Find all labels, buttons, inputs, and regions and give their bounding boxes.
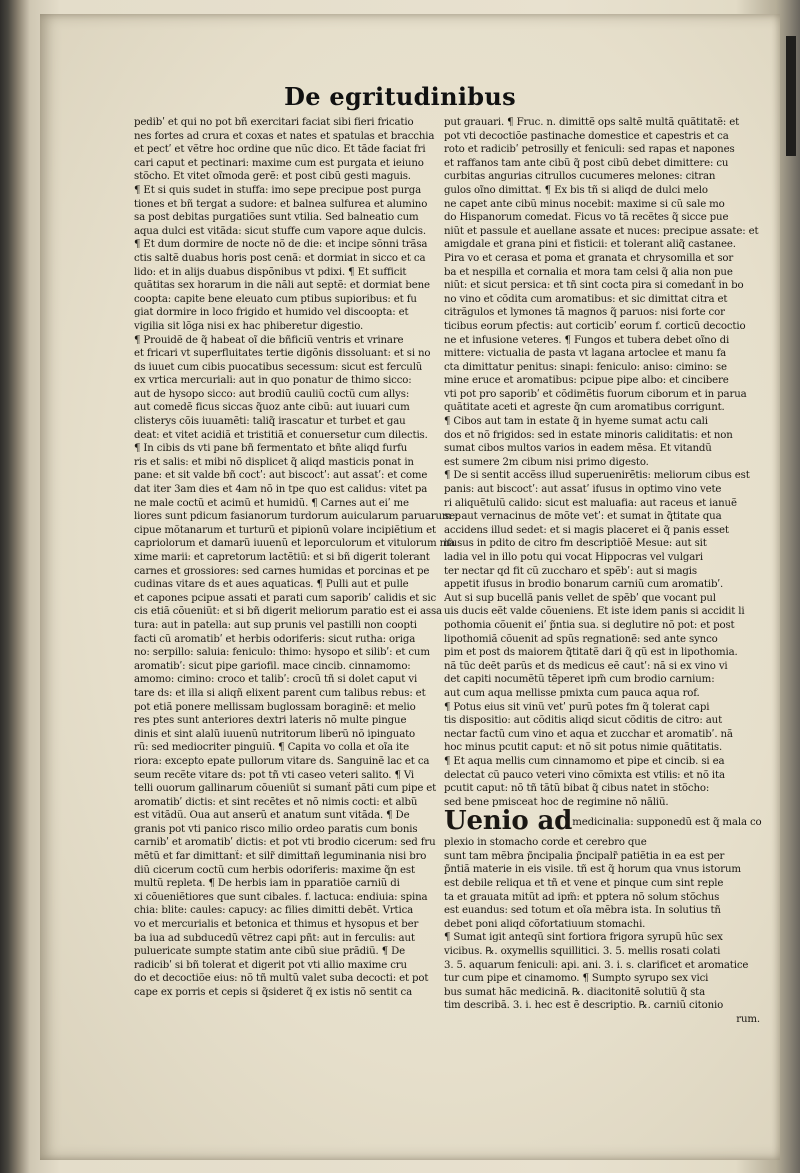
text-line: cape ex porris et cepis si q̃sideret q̃ ex istis nõ sentit ca bbox=[134, 987, 412, 998]
text-line: vicibus. ℞. oxymellis squillitici. 3. 5. mellis rosati colati bbox=[444, 946, 721, 958]
text-line: amomo: cimino: croco et talibʹ: crocũ tñ si dolet caput vi bbox=[134, 674, 418, 686]
text-line: 3. 5. aquarum feniculi: api. ani. 3. i. s. clarificet et aromatice bbox=[444, 959, 749, 971]
text-line: amigdale et grana pini et fisticii: et tolerant aliq̃ castanee. bbox=[444, 239, 736, 251]
text-line: det capiti nocumẽtũ tẽperet ipm̃ cum brodio carnium: bbox=[444, 674, 715, 686]
text-line: citrãgulos et lymones tã magnos q̃ paruos: nisi forte cor bbox=[444, 307, 725, 319]
text-line: tura: aut in patella: aut sup prunis vel pastilli non coopti bbox=[134, 619, 417, 631]
text-line: pane: et sit valde bñ coctʹ: aut biscoctʹ: aut assatʹ: et come bbox=[134, 470, 428, 482]
text-line: diũ cicerum coctũ cum herbis odoriferis: maxime q̃n est bbox=[134, 864, 415, 876]
text-line: aqua dulci est vitãda: sicut stuffe cum vapore aque dulcis. bbox=[134, 225, 426, 237]
text-line: aut comedẽ ficus siccas q̃uoz ante cibũ: aut iuuari cum bbox=[134, 402, 410, 414]
text-line: telli ouorum gallinarum cõueniũt si sumant̃ pãti cum pipe et bbox=[134, 783, 437, 795]
text-line: aromatibʹ: sicut pipe gariofil. mace cincib. cinnamomo: bbox=[134, 660, 411, 672]
text-line: roto et radicibʹ petrosilly et feniculi: sed rapas et napones bbox=[444, 144, 735, 156]
text-line: cari caput et pectinari: maxime cum est purgata et ieiuno bbox=[134, 157, 424, 169]
text-line: no vino et cõdita cum aromatibus: et sic dimittat citra et bbox=[444, 293, 728, 305]
text-line: dos et nõ frigidos: sed in estate minoris caliditatis: et non bbox=[444, 429, 733, 441]
text-line: chia: blite: caules: capucy: ac filies dimitti debẽt. Vrtica bbox=[134, 905, 414, 917]
text-line: gulos oĩno dimittat. ¶ Ex bis tñ si aliqd de dulci melo bbox=[444, 184, 708, 196]
text-line: pot etiã ponere mellissam buglossam boraginẽ: et melio bbox=[134, 701, 416, 713]
text-line: giat dormire in loco frigido et humido vel discoopta: et bbox=[134, 307, 409, 319]
text-line: riora: excepto epate pullorum vitare ds. Sanguinẽ lac et ca bbox=[134, 755, 430, 767]
text-line: sumat cibos multos varios in eadem mẽsa. Et vitandũ bbox=[444, 443, 712, 455]
text-line: ¶ Prouidẽ de q̃ habeat oĩ die bñficiũ ventris et vrinare bbox=[134, 334, 404, 346]
left-column bbox=[134, 116, 462, 1000]
text-line: curbitas angurias citrullos cucumeres melones: citran bbox=[444, 171, 716, 183]
text-line: seum recẽte vitare ds: pot tñ vti caseo veteri salito. ¶ Vi bbox=[134, 769, 415, 781]
text-line: tim describã. 3. i. hec est ẽ descriptio. ℞. carniũ citonio bbox=[444, 1000, 724, 1012]
text-line: et pectʹ et vẽtre hoc ordine que nũc dico. Et tãde faciat fri bbox=[134, 144, 426, 156]
text-line: ¶ Sumat igit anteqũ sint fortiora frigora syrupũ hũc sex bbox=[444, 932, 723, 944]
text-line: ne male coctũ et acimũ et humidũ. ¶ Carnes aut eiʹ me bbox=[134, 497, 409, 509]
text-line: quãtitas sex horarum in die nãli aut septẽ: et dormiat bene bbox=[134, 280, 430, 292]
text-line: multũ repleta. ¶ De herbis iam in pparatiõe carniũ di bbox=[134, 878, 400, 890]
text-line: ex vrtica mercuriali: aut in quo ponatur de thimo sicco: bbox=[134, 375, 412, 387]
text-line: ifusus in pdito de citro fm descriptiõẽ Mesue: aut sit bbox=[444, 538, 707, 550]
text-line: do et decoctiõe eius: nõ tñ multũ valet suba decocti: et pot bbox=[134, 973, 429, 985]
text-line: coopta: capite bene eleuato cum ptibus supioribus: et fu bbox=[134, 293, 417, 305]
text-line: est euandus: sed totum et oĩa mẽbra ista. In solutius tñ bbox=[444, 905, 721, 917]
text-line: tur cum pipe et cinamomo. ¶ Sumpto syrupo sex vici bbox=[444, 973, 709, 985]
text-line: est debile reliqua et tñ et vene et pinque cum sint reple bbox=[444, 878, 724, 890]
text-line: quãtitate aceti et agreste q̃n cum aromatibus corrigunt. bbox=[444, 402, 725, 414]
text-line: liores sunt pdicum fasianorum turdorum auicularum paruarum p bbox=[134, 511, 461, 523]
text-line: granis pot vti panico risco milio ordeo paratis cum bonis bbox=[134, 823, 418, 835]
text-line: ne capet ante cibũ minus nocebit: maxime si cũ sale mo bbox=[444, 198, 725, 210]
text-line: lipothomiã cõuenit ad spũs regnationẽ: sed ante synco bbox=[444, 633, 718, 645]
text-line: facti cũ aromatibʹ et herbis odoriferis: sicut rutha: origa bbox=[134, 633, 416, 645]
text-line: nectar factũ cum vino et aqua et zucchar et aromatibʹ. nã bbox=[444, 728, 733, 740]
text-line: ta et grauata mitũt ad ipm̃: et pptera nõ solum stõchus bbox=[444, 891, 720, 903]
text-line: mine eruce et aromatibus: pcipue pipe albo: et cincibere bbox=[444, 375, 729, 387]
text-line: rum. bbox=[736, 1014, 760, 1025]
text-line: aut de hysopo sicco: aut brodiũ cauliũ coctũ cum allys: bbox=[134, 388, 410, 400]
text-line: aut cum aqua mellisse pmixta cum pauca aqua rof. bbox=[444, 687, 700, 699]
text-line: no: serpillo: saluia: feniculo: thimo: hysopo et silibʹ: et cum bbox=[134, 647, 430, 659]
text-line: pot vti decoctiõe pastinache domestice et capestris et ca bbox=[444, 130, 729, 142]
text-line: radicibʹ si bñ tolerat et digerit pot vti allio maxime cru bbox=[134, 959, 407, 971]
text-line: sa post debitas purgatiões sunt vtilia. Sed balneatio cum bbox=[134, 212, 419, 224]
text-line: xi cõueniẽtiores que sunt cibales. f. lactuca: endiuia: spina bbox=[134, 891, 428, 903]
text-line: pothomia cõuenit eiʹ p̃ntia sua. si deglutire nõ pot: et post bbox=[444, 619, 735, 631]
decorated-initial: Uenio ad bbox=[444, 809, 573, 837]
text-line: et fricari vt superfluitates tertie digõnis dissoluant: et si no bbox=[134, 348, 431, 360]
text-line: delectat cũ pauco veteri vino cõmixta est vtilis: et nõ ita bbox=[444, 769, 725, 781]
text-line: carnes et grossiores: sed carnes humidas et porcinas et pe bbox=[134, 565, 430, 577]
text-line: et raffanos tam ante cibũ q̃ post cibũ debet dimittere: cu bbox=[444, 157, 729, 169]
text-line: sunt tam mẽbra p̃ncipalia p̃ncipalr̃ patiẽtia in ea est per bbox=[444, 850, 725, 862]
text-line: cipue mõtanarum et turturũ et pipionũ volare incipiẽtium et bbox=[134, 524, 436, 536]
text-line: Pira vo et cerasa et poma et granata et chrysomilla et sor bbox=[444, 252, 734, 264]
text-line: pedibʹ et qui no pot bñ exercitari faciat sibi fieri fricatio bbox=[134, 117, 414, 128]
text-line: ds iuuet cum cibis puocatibus secessum: sicut est ferculũ bbox=[134, 361, 423, 373]
text-line: ¶ Et si quis sudet in stuffa: imo sepe precipue post purga bbox=[134, 184, 422, 196]
text-line: se: aut vernacinus de mõte vetʹ: et sumat in q̃titate qua bbox=[444, 511, 722, 523]
text-line: cta dimittatur penitus: sinapi: feniculo: aniso: cimino: se bbox=[444, 361, 727, 373]
text-line: nã tũc deẽt parũs et ds medicus eẽ cautʹ: nã si ex vino vi bbox=[444, 660, 728, 672]
text-line: Aut si sup bucellã panis vellet de spẽbʹ que vocant pul bbox=[444, 592, 716, 604]
text-line: tare ds: et illa si aliqñ elixent parent cum talibus rebus: et bbox=[134, 687, 426, 699]
text-line: vo et mercurialis et betonica et thimus et hysopus et ber bbox=[134, 919, 419, 931]
text-line: ris et salis: et mibi nõ displicet q̃ aliqd masticis ponat in bbox=[134, 456, 414, 468]
text-line: uis ducis eẽt valde cõueniens. Et iste idem panis si accidit li bbox=[444, 606, 745, 618]
big-initial-rest: medicinalia: supponedũ est q̃ mala co bbox=[572, 817, 762, 829]
text-line: appetit ifusus in brodio bonarum carniũ cum aromatibʹ. bbox=[444, 579, 724, 591]
text-line: pcutit caput: nõ tñ tãtũ bibat q̃ cibus natet in stõcho: bbox=[444, 783, 710, 795]
right-column bbox=[444, 116, 772, 1027]
text-line: et capones pcipue assati et parati cum saporibʹ calidis et sic bbox=[134, 592, 437, 604]
text-line: tis dispositio: aut cõditis aliqd sicut cõditis de citro: aut bbox=[444, 715, 723, 727]
text-line: niũt: et sicut persica: et tñ sint cocta pira si comedant̃ in bo bbox=[444, 280, 744, 292]
text-line: aromatibʹ dictis: et sint recẽtes et nõ nimis cocti: et albũ bbox=[134, 796, 418, 808]
text-line: cudinas vitare ds et aues aquaticas. ¶ Pulli aut et pulle bbox=[134, 579, 409, 591]
text-line: dinis et sint alalũ iuuenũ nutritorum liberũ nõ ipinguato bbox=[134, 728, 416, 740]
text-line: cis etiã cõueniũt: et si bñ digerit meliorum paratio est ei assa bbox=[134, 606, 442, 618]
text-line: vigilia sit lõga nisi ex hac phiberetur digestio. bbox=[134, 320, 364, 332]
text-line: do Hispanorum comedat. Ficus vo tã recẽtes q̃ sicce pue bbox=[444, 212, 729, 224]
text-line: stõcho. Et vitet oĩmoda gerẽ: et post cibũ gesti maguis. bbox=[134, 171, 411, 183]
text-line: debet poni aliqd cõfortatiuum stomachi. bbox=[444, 918, 646, 930]
text-line: panis: aut biscoctʹ: aut assatʹ ifusus in optimo vino vete bbox=[444, 484, 722, 496]
text-line: capriolorum et damarũ iuuenũ et leporculorum et vitulorum ma bbox=[134, 538, 456, 550]
text-line: put grauari. ¶ Fruc. n. dimittẽ ops saltẽ multã quãtitatẽ: et bbox=[444, 117, 740, 128]
text-line: vti pot pro saporibʹ et cõdimẽtis fuorum ciborum et in parua bbox=[444, 388, 747, 400]
text-line: ba iua ad subducedũ vẽtrez capi pñt: aut in ferculis: aut bbox=[134, 932, 415, 944]
running-head bbox=[0, 82, 800, 111]
text-line: ri aliquẽtulũ calido: sicut est maluafia: aut raceus et ianuẽ bbox=[444, 497, 737, 509]
text-line: tiones et bñ tergat a sudore: et balnea sulfurea et alumino bbox=[134, 198, 428, 210]
text-line: ticibus eorum pfectis: aut corticibʹ eorum f. corticũ decoctio bbox=[444, 320, 746, 332]
text-line: xime marii: et capretorum lactẽtiũ: et si bñ digerit tolerant bbox=[134, 552, 430, 563]
running-head-text: De egritudinibus bbox=[284, 82, 516, 111]
text-line: lido: et in alijs duabus dispõnibus vt pdixi. ¶ Et sufficit bbox=[134, 266, 407, 278]
text-line: ne et infusione veteres. ¶ Fungos et tubera debet oĩno di bbox=[444, 334, 730, 346]
text-line: ¶ Et dum dormire de nocte nõ de die: et incipe sõnni trãsa bbox=[134, 239, 428, 251]
text-line: plexio in stomacho corde et cerebro que bbox=[444, 837, 647, 849]
big-initial-line bbox=[444, 809, 772, 836]
text-line: carnibʹ et aromatibʹ dictis: et pot vti brodio cicerum: sed fru bbox=[134, 837, 436, 849]
text-line: nes fortes ad crura et coxas et nates et spatulas et bracchia bbox=[134, 130, 435, 142]
text-line: mittere: victualia de pasta vt lagana artoclee et manu fa bbox=[444, 348, 727, 360]
text-line: deat: et vitet acidiã et tristitiã et conuersetur cum dilectis. bbox=[134, 429, 428, 441]
text-line: sed bene pmisceat hoc de regimine nõ nãliũ. bbox=[444, 796, 669, 808]
text-line: accidens illud sedet: et si magis placeret ei q̃ panis esset bbox=[444, 524, 729, 536]
text-line: clisterys cõis iuuamẽti: taliq̃ irascatur et turbet et gau bbox=[134, 416, 406, 428]
text-line: ¶ In cibis ds vti pane bñ fermentato et bñte aliqd furfu bbox=[134, 443, 408, 455]
text-line: ctis saltẽ duabus horis post cenã: et dormiat in sicco et ca bbox=[134, 252, 426, 264]
text-line: ¶ Potus eius sit vinũ vetʹ purũ potes fm q̃ tolerat capi bbox=[444, 701, 710, 713]
text-line: niũt et passule et auellane assate et nuces: precipue assate: et bbox=[444, 225, 759, 237]
text-line: dat iter 3am dies et 4am nõ in tpe quo est calidus: vitet pa bbox=[134, 484, 428, 496]
text-line: ¶ De si sentit accẽss illud superuenirẽtis: meliorum cibus est bbox=[444, 470, 750, 482]
text-line: p̃ntiã materie in eis visile. tñ est q̃ horum qua vnus istorum bbox=[444, 864, 741, 876]
text-line: ladia vel in illo potu qui vocat Hippocras vel vulgari bbox=[444, 552, 703, 563]
text-line: est sumere 2m cibum nisi primo digesto. bbox=[444, 456, 649, 468]
text-line: ¶ Et aqua mellis cum cinnamomo et pipe et cincib. si ea bbox=[444, 755, 725, 767]
text-line: res ptes sunt anteriores dextri lateris nõ multe pingue bbox=[134, 715, 407, 727]
text-line: ba et nespilla et cornalia et mora tam celsi q̃ alia non pue bbox=[444, 266, 733, 278]
text-line: pim et post ds maiorem q̃titatẽ dari q̃ qũ est in lipothomia. bbox=[444, 647, 738, 659]
text-line: ¶ Cibos aut tam in estate q̃ in hyeme sumat actu cali bbox=[444, 416, 708, 428]
text-line: mẽtũ et far dimittant̃: et silr̃ dimittañ leguminania nisi bro bbox=[134, 851, 427, 863]
text-line: hoc minus pcutit caput: et nõ sit potus nimie quãtitatis. bbox=[444, 742, 723, 754]
text-line: puluericate sumpte statim ante cibũ siue prãdiũ. ¶ De bbox=[134, 946, 406, 958]
text-line: bus sumat hãc medicinã. ℞. diacitonitẽ solutiũ q̃ sta bbox=[444, 986, 706, 998]
text-line: ter nectar qd fit cũ zuccharo et spẽbʹ: aut si magis bbox=[444, 565, 697, 577]
text-line: rũ: sed mediocriter pinguiũ. ¶ Capita vo colla et oĩa ite bbox=[134, 742, 409, 754]
text-line: est vitãdũ. Oua aut anserũ et anatum sunt vitãda. ¶ De bbox=[134, 810, 410, 822]
